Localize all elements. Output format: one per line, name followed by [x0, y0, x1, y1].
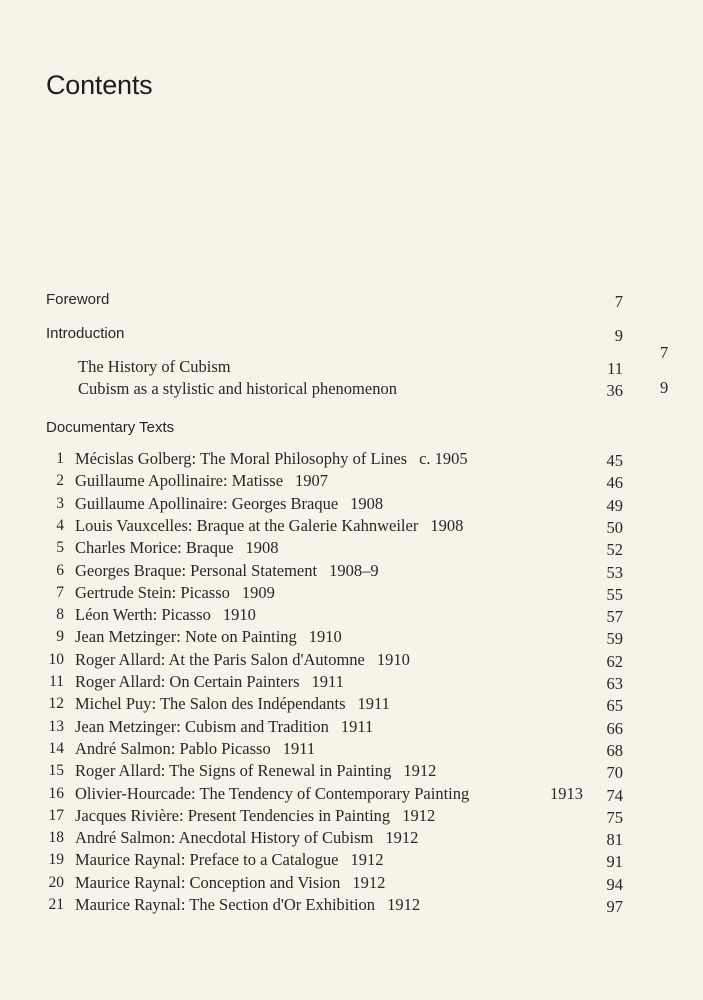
- margin-page-number: 7: [660, 343, 669, 362]
- entry-number: 1: [56, 450, 64, 467]
- entry-number: 9: [56, 628, 64, 646]
- entry-title-text: Guillaume Apollinaire: Matisse: [75, 471, 284, 491]
- entry-year: 1909: [241, 582, 275, 602]
- entry-page: 62: [606, 651, 623, 671]
- entry-year: 1911: [340, 716, 374, 736]
- entry-year: 1907: [295, 471, 329, 491]
- margin-page-number: 9: [660, 378, 669, 397]
- entry-title-text: Gertrude Stein: Picasso: [75, 582, 230, 602]
- entry-page: 52: [606, 540, 623, 560]
- entry-title: [75, 516, 463, 536]
- entry-title: [75, 694, 390, 714]
- entry-year: c. 1905: [419, 449, 468, 468]
- entry-year: 1912: [403, 761, 437, 781]
- entry-title-text: Michel Puy: The Salon des Indépendants: [75, 694, 346, 714]
- entry-number: 5: [56, 539, 64, 557]
- entry-number: 3: [56, 494, 64, 512]
- entry-title: [75, 806, 435, 826]
- entry-page: 81: [606, 830, 623, 850]
- entry-title-text: Jean Metzinger: Cubism and Tradition: [75, 716, 329, 736]
- entry-year: 1913: [550, 783, 583, 803]
- entry-title: [75, 471, 328, 491]
- entry-number: 18: [48, 829, 64, 847]
- entry-title: [75, 761, 436, 781]
- entry-title-text: Jean Metzinger: Note on Painting: [75, 627, 297, 647]
- entry-number: 10: [48, 650, 64, 668]
- entry-title: [75, 873, 385, 893]
- entry-page: 74: [606, 785, 623, 805]
- entry-year: 1912: [352, 872, 386, 892]
- entry-page: 49: [606, 495, 623, 515]
- entry-number: 17: [48, 806, 64, 824]
- entry-page: 53: [606, 562, 623, 582]
- entry-title-text: Maurice Raynal: Preface to a Catalogue: [75, 850, 339, 870]
- entry-year: 1912: [350, 850, 384, 870]
- entry-page: 66: [606, 718, 623, 738]
- documentary-texts-heading: Documentary Texts: [46, 419, 175, 436]
- entry-year: 1908: [245, 538, 279, 558]
- entry-title: [75, 449, 468, 469]
- entry-year: 1908: [350, 493, 384, 513]
- entry-title: [75, 784, 469, 804]
- entry-number: 16: [48, 784, 64, 802]
- entry-number: 15: [48, 762, 64, 780]
- entry-title: [75, 672, 344, 692]
- entry-number: 2: [56, 472, 64, 490]
- entry-number: 20: [48, 873, 64, 891]
- toc-introduction-label: Introduction: [46, 325, 125, 342]
- entry-page: 75: [606, 807, 623, 827]
- entry-year: 1912: [385, 828, 419, 848]
- entry-page: 65: [606, 696, 623, 716]
- entry-page: 50: [606, 517, 623, 537]
- page-title: Contents: [46, 70, 153, 100]
- entry-number: 6: [56, 561, 64, 579]
- entry-page: 55: [606, 584, 623, 604]
- entry-page: 57: [606, 607, 623, 627]
- entry-title-text: Roger Allard: At the Paris Salon d'Automne: [75, 649, 365, 669]
- entry-year: 1910: [308, 627, 342, 647]
- entry-title: [75, 605, 256, 625]
- entry-title-text: André Salmon: Pablo Picasso: [75, 738, 271, 758]
- entry-year: 1911: [282, 738, 316, 758]
- entry-number: 13: [48, 717, 64, 735]
- entry-title: [75, 895, 420, 915]
- toc-introduction-page: 9: [614, 326, 623, 345]
- entry-title: [75, 739, 315, 759]
- entry-title-text: Georges Braque: Personal Statement: [75, 560, 318, 580]
- entry-number: 4: [56, 516, 64, 534]
- entry-title-text: Charles Morice: Braque: [75, 538, 234, 558]
- entry-title-text: Olivier-Hourcade: The Tendency of Contemporary Painting: [75, 783, 470, 803]
- entry-year: 1910: [222, 605, 256, 625]
- entry-year: 1911: [357, 694, 390, 714]
- entry-number: 14: [48, 739, 64, 757]
- entry-page: 70: [606, 763, 623, 783]
- entry-page: 59: [606, 629, 623, 649]
- entry-title-text: Mécislas Golberg: The Moral Philosophy of Lines: [75, 449, 408, 468]
- entry-number: 11: [49, 673, 64, 690]
- entry-title-text: Guillaume Apollinaire: Georges Braque: [75, 493, 339, 513]
- entry-title-text: Léon Werth: Picasso: [75, 605, 211, 625]
- entry-page: 63: [606, 674, 623, 693]
- toc-intro-sub-page: 11: [607, 359, 623, 378]
- entry-title: [75, 717, 373, 737]
- entry-page: 45: [606, 451, 623, 470]
- entry-title-text: Maurice Raynal: The Section d'Or Exhibition: [75, 895, 376, 914]
- entry-year: 1908: [430, 515, 464, 535]
- entry-title: [75, 538, 279, 558]
- toc-foreword-label: Foreword: [46, 291, 110, 308]
- entry-title-text: Roger Allard: On Certain Painters: [75, 672, 300, 691]
- entry-title-text: André Salmon: Anecdotal History of Cubism: [75, 828, 374, 848]
- toc-intro-sub-label: Cubism as a stylistic and historical phenomenon: [78, 379, 397, 398]
- entry-year: 1910: [376, 649, 410, 669]
- entry-title: [75, 627, 342, 647]
- entry-page: 94: [606, 874, 623, 894]
- entry-title: [75, 583, 275, 603]
- entry-title-text: Maurice Raynal: Conception and Vision: [75, 872, 341, 892]
- entry-title-text: Roger Allard: The Signs of Renewal in Painting: [75, 761, 392, 781]
- entry-number: 8: [56, 606, 64, 624]
- entry-number: 7: [56, 583, 64, 601]
- toc-foreword-page: 7: [614, 292, 623, 311]
- entry-page: 46: [606, 473, 623, 493]
- entry-year: 1912: [402, 805, 436, 825]
- entry-title: [75, 561, 379, 581]
- entry-title-text: Louis Vauxcelles: Braque at the Galerie Kahnweiler: [75, 515, 419, 535]
- entry-page: 97: [606, 897, 623, 916]
- entry-year: 1912: [387, 895, 421, 914]
- entry-year: 1908–9: [329, 560, 379, 580]
- entry-title: [75, 494, 383, 514]
- entry-title-text: Jacques Rivière: Present Tendencies in Painting: [75, 805, 391, 825]
- toc-intro-sub-page: 36: [606, 381, 623, 400]
- toc-intro-sub-label: The History of Cubism: [78, 357, 231, 376]
- entry-title: [75, 828, 418, 848]
- entry-number: 21: [48, 896, 64, 913]
- entry-page: 91: [606, 852, 623, 872]
- entry-title: [75, 650, 410, 670]
- entry-page: 68: [606, 740, 623, 760]
- entry-title: [75, 850, 383, 870]
- entry-number: 12: [48, 695, 64, 713]
- entry-number: 19: [48, 851, 64, 869]
- entry-year: 1911: [311, 672, 344, 691]
